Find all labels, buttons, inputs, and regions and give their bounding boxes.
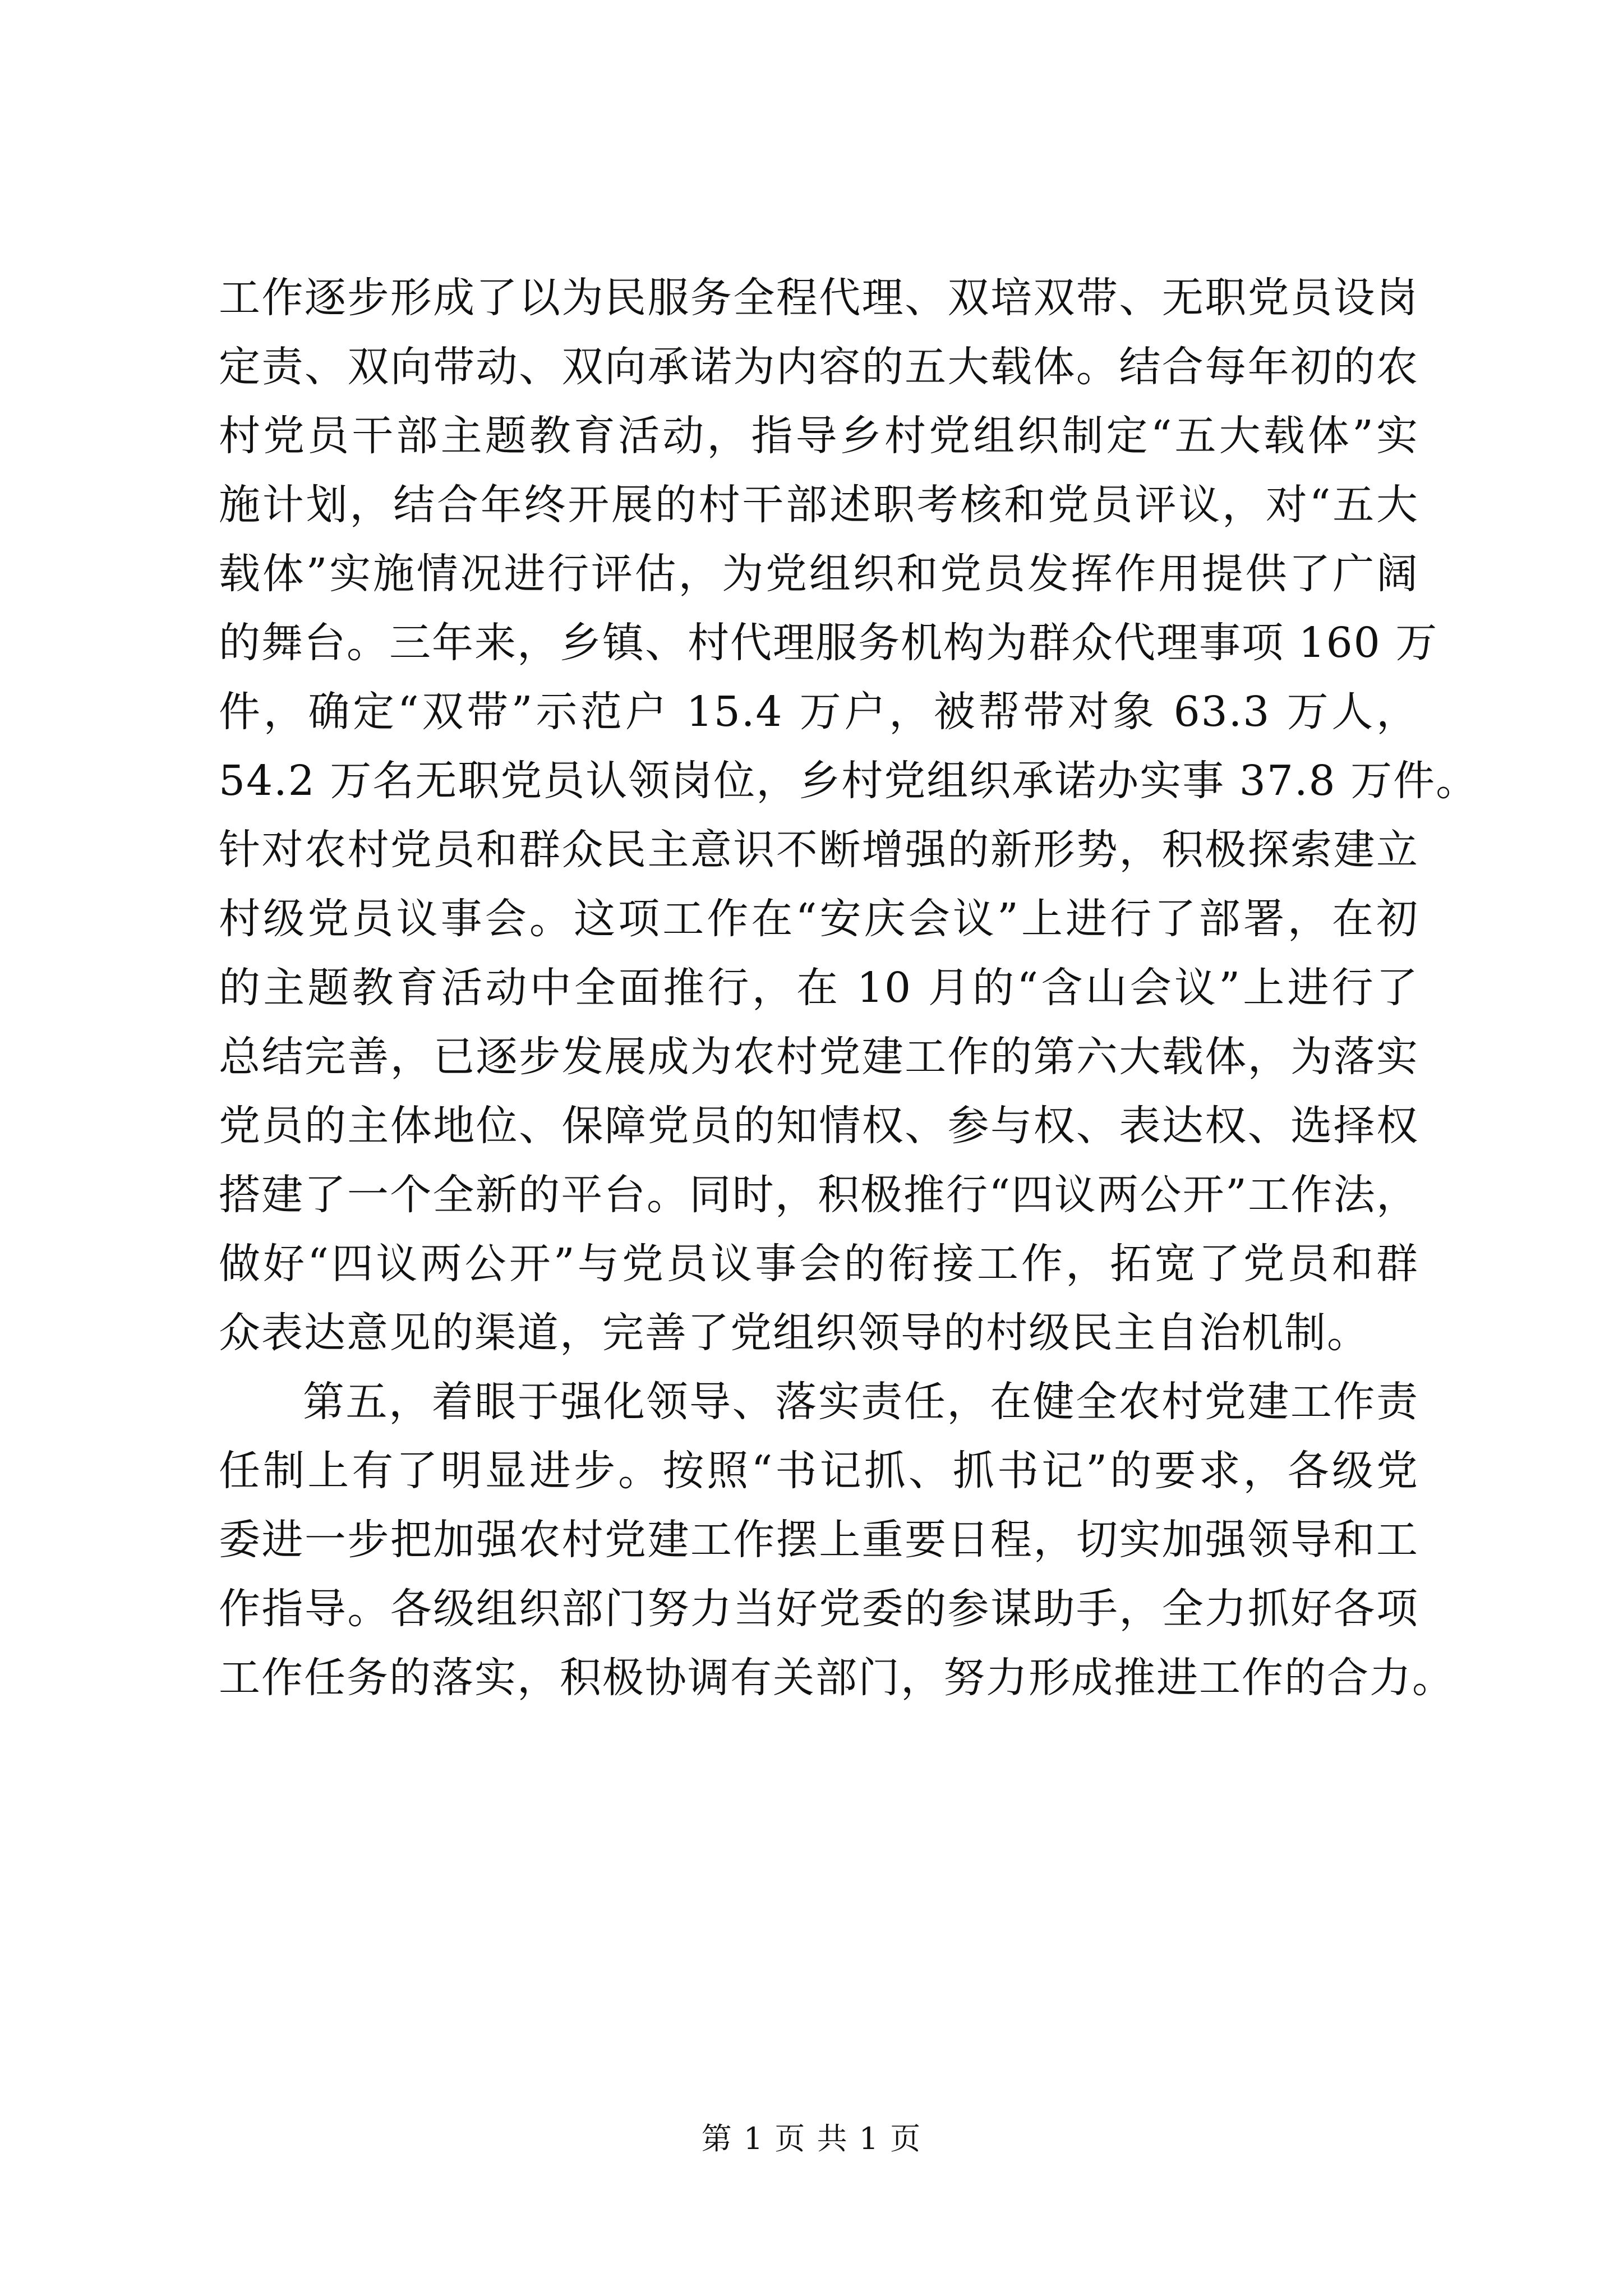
text-line: 众表达意见的渠道，完善了党组织领导的村级民主自治机制。 <box>219 1309 1370 1357</box>
text-line: 工作逐步形成了以为民服务全程代理、双培双带、无职党员设岗 <box>219 274 1419 322</box>
text-line: 定责、双向带动、双向承诺为内容的五大载体。结合每年初的农 <box>219 343 1419 391</box>
text-line: 施计划，结合年终开展的村干部述职考核和党员评议，对“五大 <box>219 481 1419 529</box>
text-line: 搭建了一个全新的平台。同时，积极推行“四议两公开”工作法， <box>219 1171 1419 1219</box>
text-line: 54.2 万名无职党员认领岗位，乡村党组织承诺办实事 37.8 万件。 <box>219 757 1479 805</box>
text-line: 村级党员议事会。这项工作在“安庆会议”上进行了部署，在初 <box>219 895 1419 943</box>
text-line: 工作任务的落实，积极协调有关部门，努力形成推进工作的合力。 <box>219 1654 1455 1702</box>
text-line: 针对农村党员和群众民主意识不断增强的新形势，积极探索建立 <box>219 826 1419 874</box>
text-line: 第五，着眼于强化领导、落实责任，在健全农村党建工作责 <box>303 1378 1419 1426</box>
text-line: 村党员干部主题教育活动，指导乡村党组织制定“五大载体”实 <box>219 412 1419 460</box>
text-line: 党员的主体地位、保障党员的知情权、参与权、表达权、选择权 <box>219 1102 1419 1150</box>
text-line: 载体”实施情况进行评估，为党组织和党员发挥作用提供了广阔 <box>219 550 1419 598</box>
text-line: 任制上有了明显进步。按照“书记抓、抓书记”的要求，各级党 <box>219 1447 1419 1495</box>
text-line: 总结完善，已逐步发展成为农村党建工作的第六大载体，为落实 <box>219 1033 1419 1081</box>
page-footer: 第 1 页 共 1 页 <box>701 2121 922 2156</box>
text-line: 的舞台。三年来，乡镇、村代理服务机构为群众代理事项 160 万 <box>219 619 1438 667</box>
text-line: 做好“四议两公开”与党员议事会的衔接工作，拓宽了党员和群 <box>219 1240 1419 1288</box>
text-line: 件，确定“双带”示范户 15.4 万户，被帮带对象 63.3 万人， <box>219 688 1419 736</box>
text-line: 作指导。各级组织部门努力当好党委的参谋助手，全力抓好各项 <box>219 1585 1419 1633</box>
document-body <box>219 264 1479 1713</box>
text-line: 的主题教育活动中全面推行，在 10 月的“含山会议”上进行了 <box>219 964 1419 1012</box>
text-line: 委进一步把加强农村党建工作摆上重要日程，切实加强领导和工 <box>219 1516 1419 1564</box>
